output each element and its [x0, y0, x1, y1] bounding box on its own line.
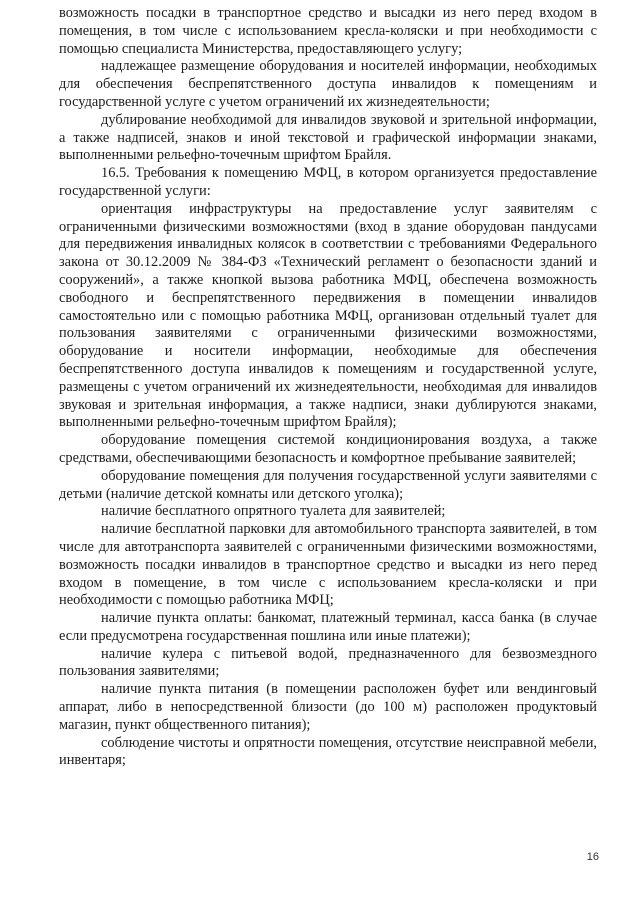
paragraph-continued: возможность посадки в транспортное средство и высадки из него перед входом в помещения, в том числе с использованием кресла-коляски и при необходимости с помощью специалиста Министерства, предоставляющего услугу;: [59, 5, 597, 57]
paragraph: дублирование необходимой для инвалидов звуковой и зрительной информации, а также надписей, знаков и иной текстовой и графической информации знаками, выполненными рельефно-точечным шрифтом Брайля.: [59, 111, 597, 164]
paragraph: ориентация инфраструктуры на предоставление услуг заявителям с ограниченными физическими возможностями (вход в здание оборудован пандусами для передвижения инвалидных колясок в соответствии с требованиями Федерального закона от 30.12.2009 № 384-ФЗ «Технический регламент о безопасности зданий и сооружений», а также кнопкой вызова работника МФЦ, обеспечена возможность свободного и беспрепятственного передвижения в помещении инвалидов самостоятельно или с помощью работника МФЦ, организован отдельный туалет для пользования заявителями с ограниченными физическими возможностями, оборудование и носители информации, необходимые для обеспечения беспрепятственного доступа инвалидов к помещениям и государственной услуге, размещены с учетом ограничений их жизнедеятельности, необходимая для инвалидов звуковая и зрительная информация, а также надписи, знаки дублируются знаками, выполненными рельефно-точечным шрифтом Брайля);: [59, 200, 597, 431]
paragraph: соблюдение чистоты и опрятности помещения, отсутствие неисправной мебели, инвентаря;: [59, 734, 597, 769]
paragraph: оборудование помещения для получения государственной услуги заявителями с детьми (наличие детской комнаты или детского уголка);: [59, 467, 597, 502]
paragraph: оборудование помещения системой кондиционирования воздуха, а также средствами, обеспечивающими безопасность и комфортное пребывание заявителей;: [59, 432, 597, 466]
section-heading-16-5: 16.5. Требования к помещению МФЦ, в котором организуется предоставление государственной услуги:: [59, 165, 597, 199]
document-page: [59, 5, 597, 770]
page-number: 16: [586, 851, 599, 863]
paragraph: наличие бесплатной парковки для автомобильного транспорта заявителей, в том числе для автотранспорта заявителей с ограниченными физическими возможностями, возможность посадки инвалидов в транспортное средство и высадки из него перед входом в помещение, в том числе с использованием кресла-коляски и при необходимости с помощью работника МФЦ;: [59, 521, 597, 609]
paragraph: наличие пункта питания (в помещении расположен буфет или вендинговый аппарат, либо в непосредственной близости (до 100 м) расположен продуктовый магазин, пункт общественного питания);: [59, 681, 597, 733]
paragraph: наличие пункта оплаты: банкомат, платежный терминал, касса банка (в случае если предусмотрена государственная пошлина или иные платежи);: [59, 610, 597, 644]
paragraph: наличие бесплатного опрятного туалета для заявителей;: [101, 503, 446, 520]
paragraph: надлежащее размещение оборудования и носителей информации, необходимых для обеспечения беспрепятственного доступа инвалидов к помещениям и государственной услуге с учетом ограничений их жизнедеятельности;: [59, 58, 597, 110]
paragraph: наличие кулера с питьевой водой, предназначенного для безвозмездного пользования заявителями;: [59, 645, 597, 680]
